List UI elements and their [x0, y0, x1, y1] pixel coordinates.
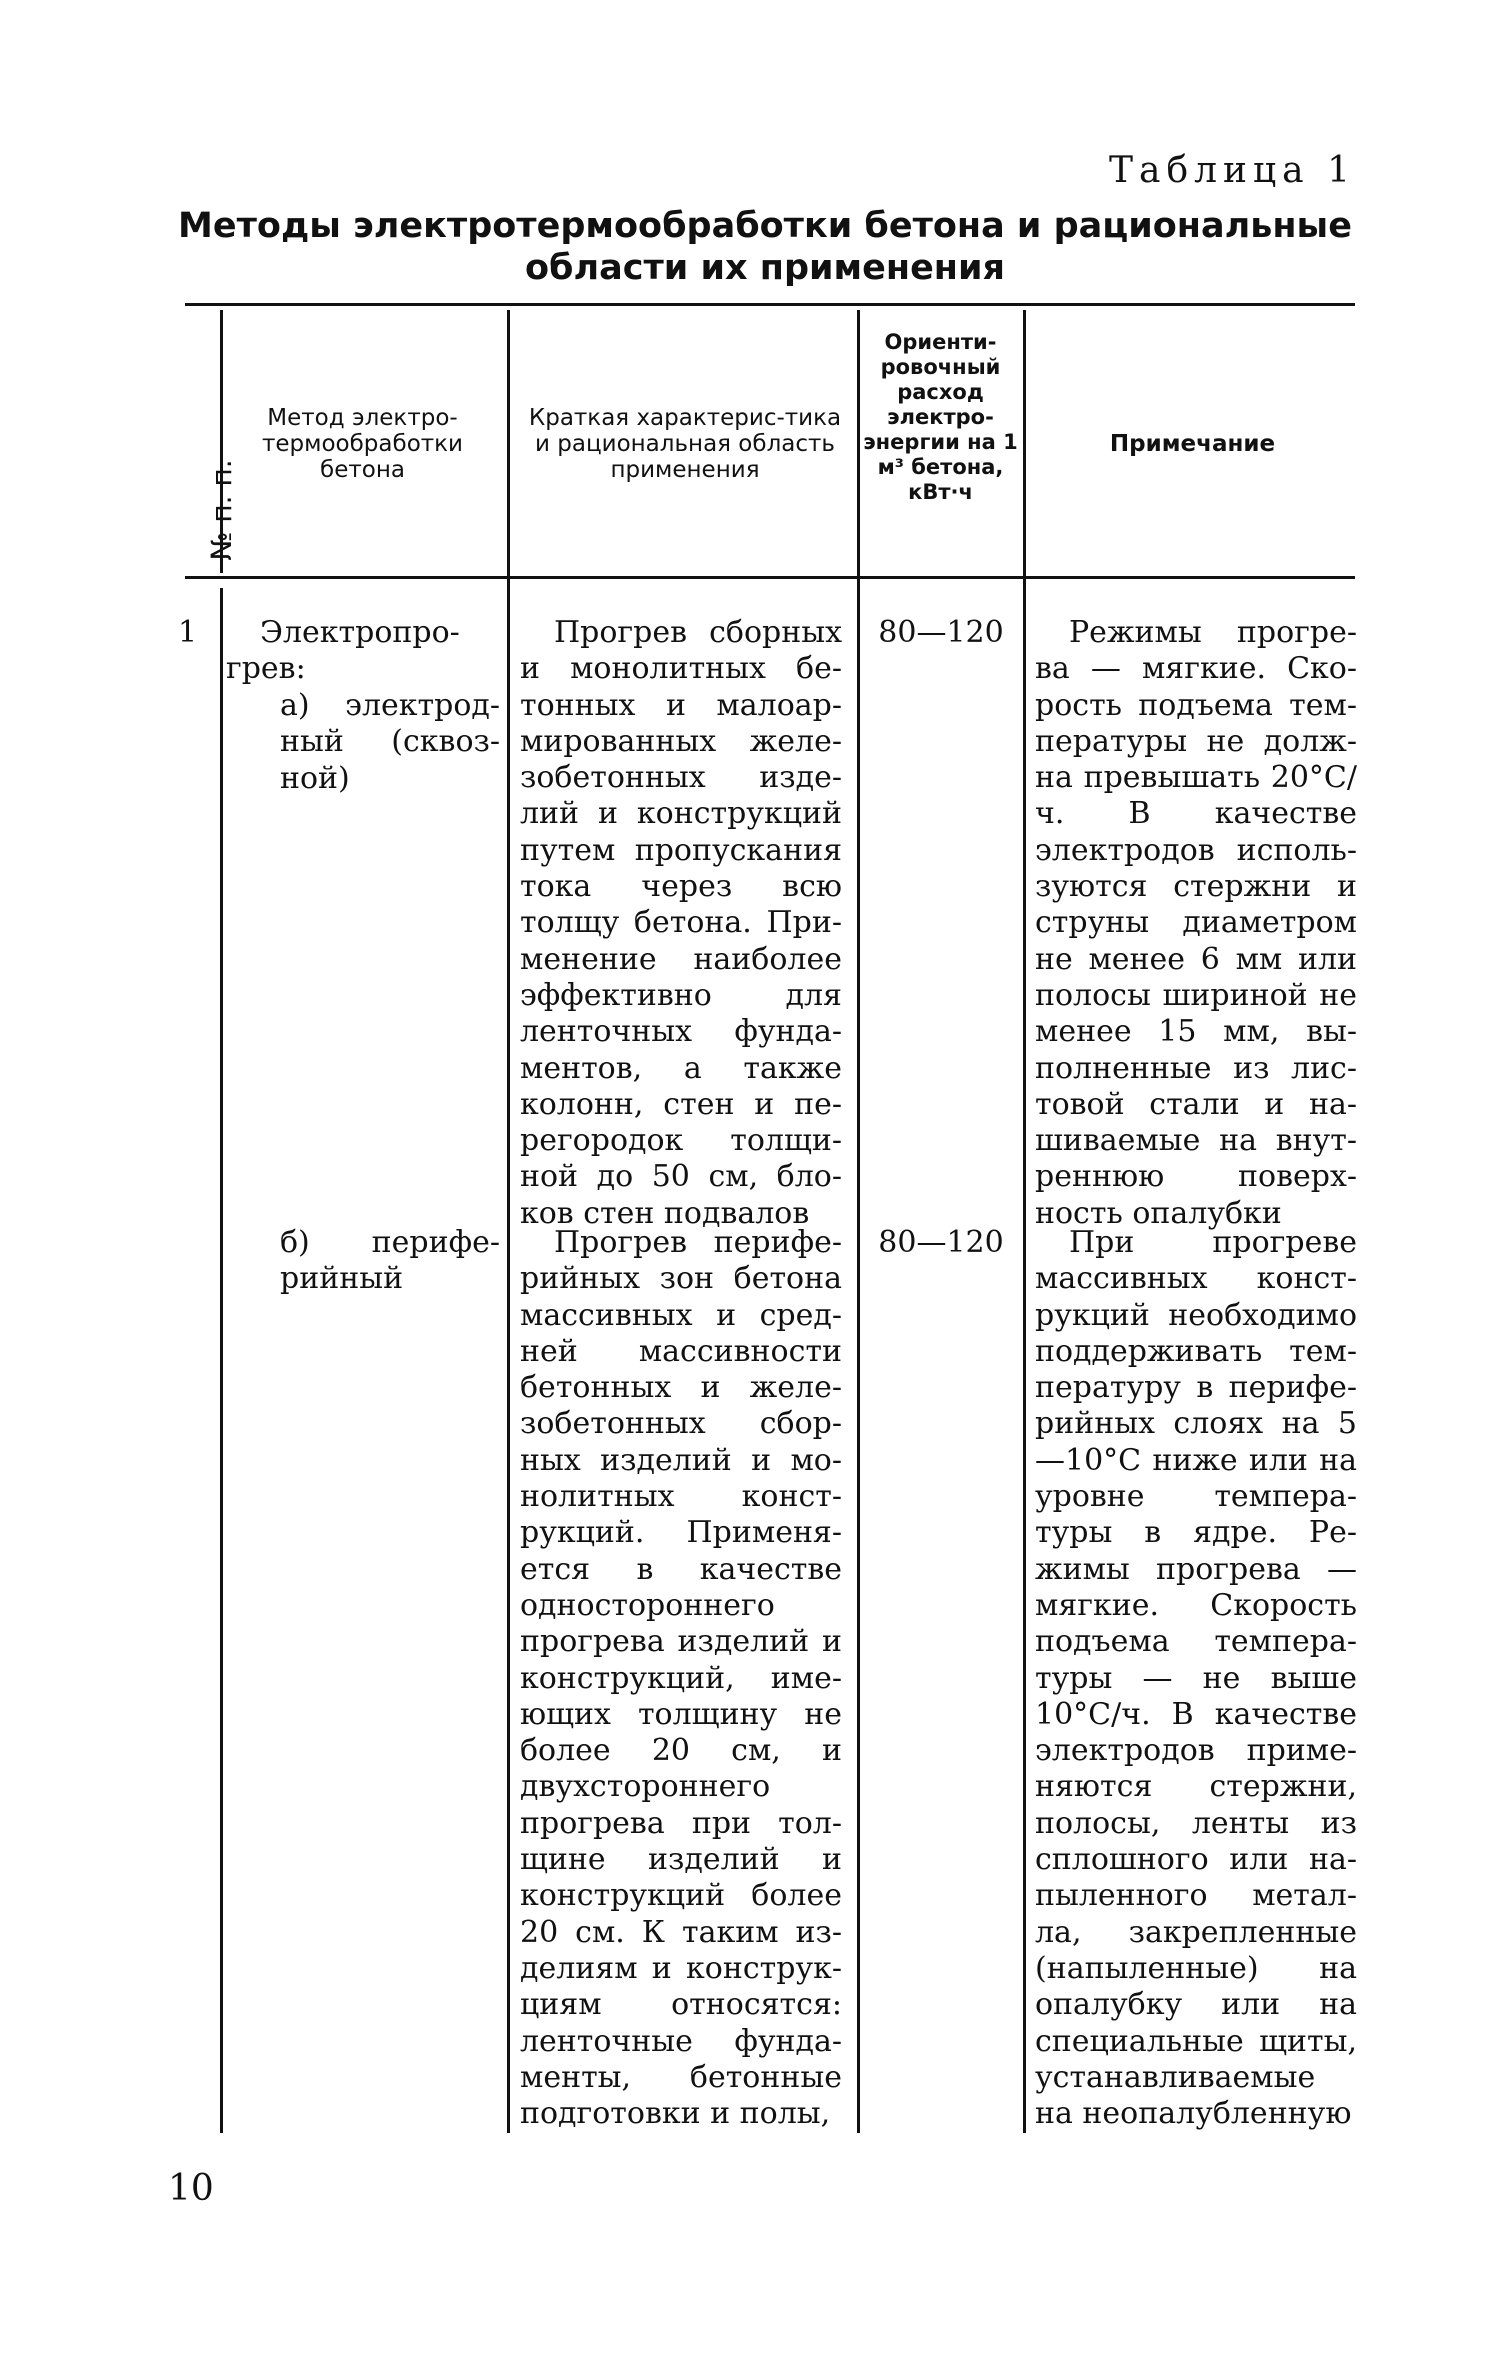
method-title: Электропро-грев:	[226, 615, 460, 687]
energy-a: 80—120	[878, 615, 1004, 650]
method-b: б) перифе-рийный	[280, 1225, 500, 1297]
column-divider-2	[507, 310, 510, 2133]
page-number: 10	[168, 2168, 214, 2209]
method-a: а) электрод-ный (сквоз-ной)	[280, 688, 500, 796]
note-b: При прогреве массивных конст-рукций необходимо поддерживать тем-пературу в перифе-рийных слоях на 5—10°С ниже или на уровне темпера-туры в ядре. Ре-жимы прогрева — мягкие. Скорость подъема темпера-туры — не выше 10°С/ч. В качестве электродов приме-няются стержни, полосы, ленты из сплошного или на-пыленного метал-ла, закрепленные (напыленные) на опалубку или на специальные щиты, устанавливаемые на неопалубленную	[1035, 1225, 1357, 2132]
header-description: Краткая характерис-тика и рациональная область применения	[528, 405, 842, 483]
header-method: Метод электро-термообработки бетона	[261, 405, 463, 483]
header-bottom-rule	[185, 576, 1355, 579]
column-divider-4	[1023, 310, 1026, 2133]
description-b: Прогрев перифе-рийных зон бетона массивных и сред-ней массивности бетонных и желе-зобетонных сбор-ных изделий и мо-нолитных конст-рукций. Применя-ется в качестве одностороннего прогрева изделий и конструкций, име-ющих толщину не более 20 см, и двухстороннего прогрева при тол-щине изделий и конструкций более 20 см. К таким из-делиям и конструк-циям относятся: ленточные фунда-менты, бетонные подготовки и полы,	[520, 1225, 842, 2132]
row-number: 1	[178, 615, 198, 650]
header-note: Примечание	[1109, 431, 1276, 457]
column-divider-1-body	[220, 588, 223, 2133]
table-label: Таблица 1	[1109, 150, 1356, 191]
column-divider-3	[857, 310, 860, 2133]
page-title: Методы электротермообработки бетона и рациональные области их применения	[178, 206, 1352, 288]
description-a: Прогрев сборных и монолитных бе-тонных и малоар-мированных желе-зобетонных изде-лий и конструкций путем пропускания тока через всю толщу бетона. При-менение наиболее эффективно для ленточных фунда-ментов, а также колонн, стен и пе-регородок толщи-ной до 50 см, бло-ков стен подвалов	[520, 615, 842, 1231]
note-a: Режимы прогре-ва — мягкие. Ско-рость подъема тем-пературы не долж-на превышать 20°С/ч. В качестве электродов исполь-зуются стержни и струны диаметром не менее 6 мм или полосы шириной не менее 15 мм, вы-полненные из лис-товой стали и на-шиваемые на внут-реннюю поверх-ность опалубки	[1035, 615, 1357, 1231]
header-energy: Ориенти-ровочный расход электро-энергии на 1 м³ бетона, кВт·ч	[863, 330, 1018, 504]
table-top-rule	[185, 303, 1355, 306]
header-number: № п. п.	[205, 459, 238, 561]
energy-b: 80—120	[878, 1225, 1004, 1260]
